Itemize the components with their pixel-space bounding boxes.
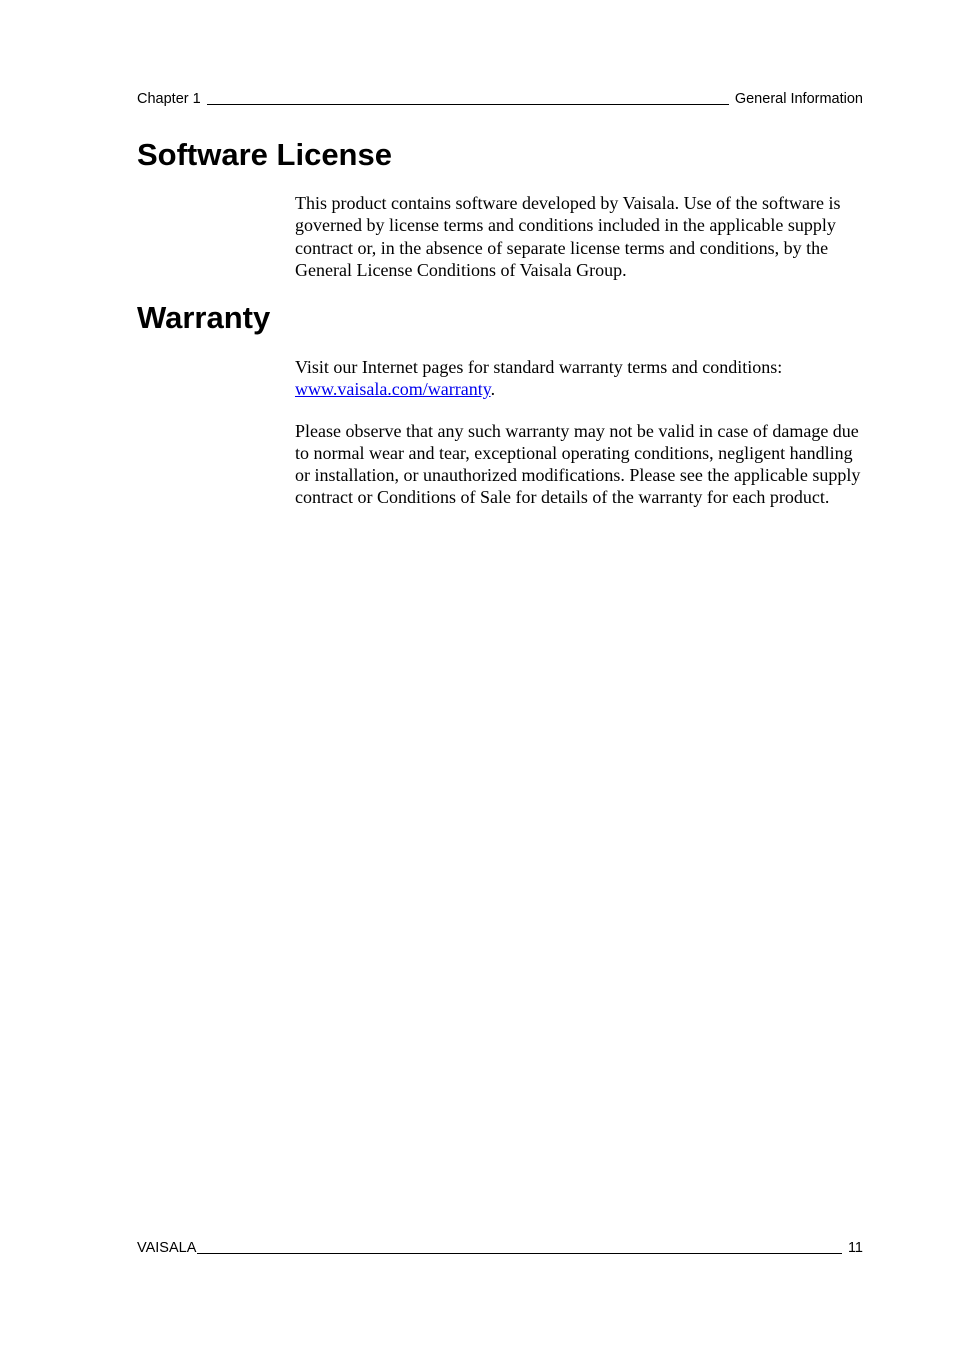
warranty-body: Please observe that any such warranty may not be valid in case of damage due to normal wear and tear, exceptional operating conditions, negligent handling or installation, or unauthorized modifications. Please see the applicable supply contract or Conditions of Sale for details of the warranty for each product. (295, 420, 861, 508)
warranty-intro: Visit our Internet pages for standard warranty terms and conditions: (295, 357, 783, 377)
header-section: General Information (734, 91, 863, 107)
page-header (137, 90, 863, 108)
header-rule (207, 104, 729, 105)
footer-rule (197, 1253, 842, 1254)
warranty-section (295, 356, 870, 509)
footer-company: VAISALA (137, 1240, 197, 1256)
software-license-body: This product contains software developed by Vaisala. Use of the software is governed by license terms and conditions included in the applicable supply contract or, in the absence of separate license terms and conditions, by the General License Conditions of Vaisala Group. (295, 193, 841, 280)
footer-page-number: 11 (847, 1240, 863, 1256)
header-chapter: Chapter 1 (137, 91, 201, 107)
warranty-link[interactable]: www.vaisala.com/warranty (295, 379, 491, 400)
software-license-heading: Software License (137, 137, 392, 172)
page-footer (137, 1239, 863, 1257)
software-license-section (295, 192, 870, 281)
warranty-link-suffix: . (490, 379, 496, 400)
warranty-intro-paragraph (295, 356, 870, 401)
warranty-heading: Warranty (137, 300, 271, 335)
